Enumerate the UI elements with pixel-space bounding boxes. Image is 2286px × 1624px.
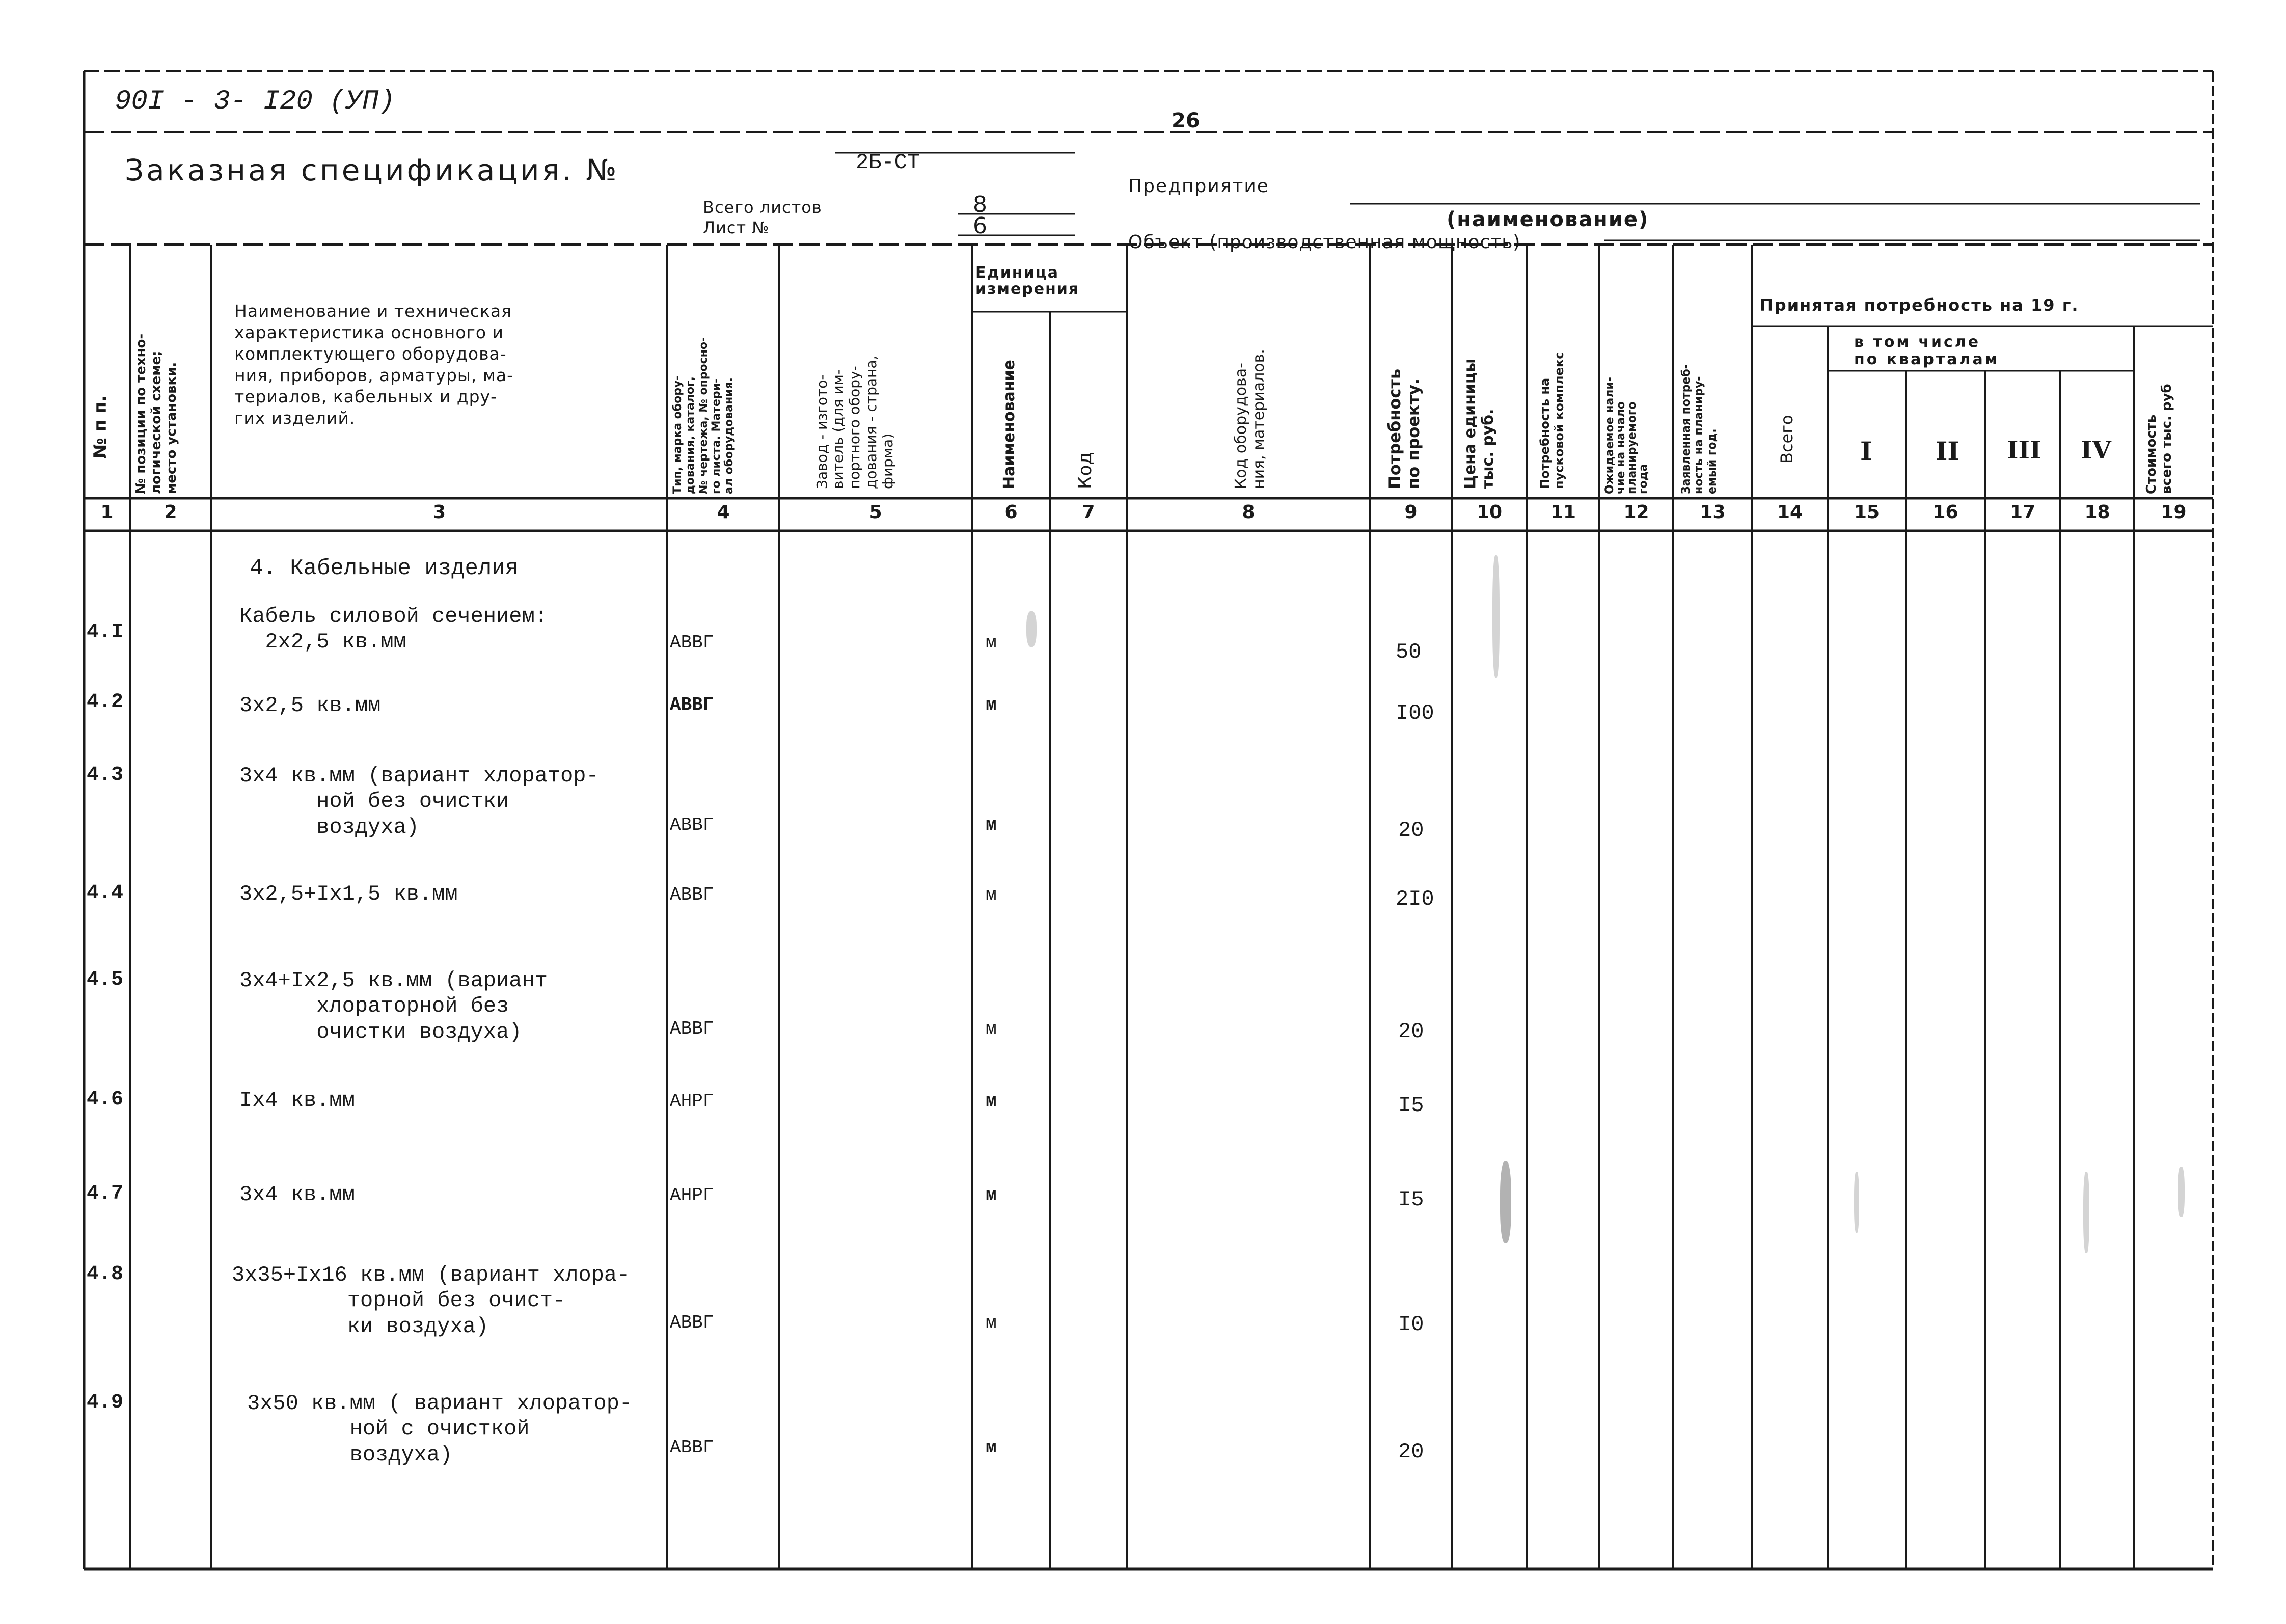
header-unit-line: Единица (975, 264, 1059, 282)
scan-smudge (1492, 555, 1500, 678)
row-unit: м (986, 1437, 997, 1458)
row-number: 4.7 (87, 1182, 124, 1205)
column-number: 17 (2009, 502, 2036, 523)
row-type: АВВГ (670, 1437, 714, 1458)
row-quantity: 20 (1398, 1440, 1424, 1464)
row-quantity: I5 (1398, 1187, 1424, 1212)
header-col14-label: Всего (1777, 415, 1797, 464)
row-type: АНРГ (670, 1185, 714, 1206)
enterprise-label: Предприятие (1128, 176, 1269, 197)
row-name: 3х4 кв.мм (вариант хлоратор- ной без очистки воздуха) (239, 764, 599, 840)
sheet-value: 6 (973, 213, 987, 239)
header-col12-line: года (1637, 464, 1650, 494)
header-col3-line: ния, приборов, арматуры, ма- (234, 365, 513, 385)
header-col10-line: Цена единицы (1461, 358, 1479, 489)
spec-title: Заказная спецификация. № (125, 153, 619, 187)
header-col12-line: планируемого (1626, 401, 1639, 494)
spec-number: 2Б-СТ (856, 150, 920, 175)
row-quantity: 2I0 (1396, 887, 1434, 911)
column-number: 13 (1700, 502, 1726, 523)
header-col4-line: Тип, марка обору- (671, 375, 684, 494)
row-unit: м (986, 1018, 997, 1039)
header-col3-line: характеристика основного и (234, 322, 504, 342)
column-number: 5 (869, 502, 882, 523)
document-code: 90I - 3- I20 (УП) (115, 86, 395, 117)
column-number: 14 (1777, 502, 1803, 523)
header-col12-line: чие на начало (1615, 401, 1627, 494)
row-type: АВВГ (670, 694, 714, 715)
column-number: 15 (1854, 502, 1880, 523)
header-col4-line: го листа. Матери- (710, 378, 723, 494)
header-col5-line: витель (для им- (830, 369, 847, 489)
row-unit: м (986, 815, 997, 835)
row-quantity: I0 (1398, 1312, 1424, 1337)
header-col6 (1001, 360, 1019, 489)
header-col11-line: Потребность на (1538, 377, 1552, 489)
header-col5 (814, 356, 896, 489)
header-col3-line: териалов, кабельных и дру- (234, 387, 497, 407)
header-col5-line: Завод - изгото- (813, 374, 830, 489)
column-number: 10 (1476, 502, 1503, 523)
row-name: Кабель силовой сечением: 2х2,5 кв.мм (239, 604, 548, 655)
header-col3 (234, 301, 513, 429)
row-number: 4.3 (87, 764, 124, 787)
row-number: 4.8 (87, 1263, 124, 1286)
header-col8 (1233, 349, 1268, 489)
column-number: 11 (1550, 502, 1576, 523)
column-number: 9 (1404, 502, 1418, 523)
scan-smudge (1854, 1172, 1859, 1233)
header-col13-line: Заявленная потреб- (1680, 364, 1693, 494)
row-type: АНРГ (670, 1091, 714, 1112)
row-name: 3х4 кв.мм (239, 1182, 355, 1207)
row-number: 4.9 (87, 1391, 124, 1414)
header-col3-line: гих изделий. (234, 408, 356, 428)
row-quantity: 20 (1398, 1019, 1424, 1044)
row-type: АВВГ (670, 1312, 714, 1333)
header-col13-line: ность на планиру- (1693, 376, 1706, 494)
row-number: 4.5 (87, 968, 124, 991)
header-quarters-line: в том числе (1854, 333, 1981, 351)
header-col2 (134, 334, 180, 494)
row-unit: м (986, 632, 997, 653)
row-number: 4.6 (87, 1088, 124, 1111)
header-accepted-group: Принятая потребность на 19 г. (1760, 295, 2079, 315)
row-type: АВВГ (670, 1018, 714, 1039)
header-col5-line: дования - страна, (862, 355, 880, 489)
column-number: 19 (2161, 502, 2187, 523)
header-col4 (671, 337, 736, 494)
header-col10-line: тыс. руб. (1479, 409, 1497, 489)
header-col13-line: емый год. (1705, 428, 1719, 494)
row-name: 3х2,5+Iх1,5 кв.мм (239, 882, 458, 906)
column-number: 6 (1004, 502, 1018, 523)
column-number: 16 (1933, 502, 1958, 523)
header-col8-line: Код оборудова- (1232, 363, 1250, 489)
header-unit-line: измерения (975, 280, 1080, 298)
header-col1 (91, 395, 111, 458)
scan-smudge (1500, 1161, 1511, 1243)
row-name: 3х35+Iх16 кв.мм (вариант хлора- торной без очист- ки воздуха) (232, 1263, 630, 1339)
row-quantity: I5 (1398, 1093, 1424, 1118)
row-type: АВВГ (670, 632, 714, 653)
row-unit: м (986, 1185, 997, 1206)
header-col11-line: пусковой комплекс (1552, 351, 1566, 489)
header-col19 (2144, 384, 2175, 494)
row-quantity: I00 (1396, 701, 1434, 725)
column-number: 12 (1623, 502, 1649, 523)
header-col3-line: комплектующего оборудова- (234, 344, 507, 364)
header-col2-line: логической схеме; (148, 350, 164, 494)
row-name: 3х50 кв.мм ( вариант хлоратор- ной с очисткой воздуха) (247, 1391, 633, 1467)
row-quantity: 50 (1396, 640, 1422, 664)
header-col12-line: Ожидаемое нали- (1603, 377, 1616, 494)
column-number: 3 (432, 502, 446, 523)
total-sheets-value: 8 (973, 192, 987, 218)
row-quantity: 20 (1398, 818, 1424, 843)
header-col5-line: портного обору- (846, 366, 863, 489)
row-number: 4.2 (87, 691, 124, 714)
header-col7-label: Код (1075, 452, 1096, 489)
header-col11 (1538, 352, 1566, 489)
header-col17: III (2007, 436, 2042, 465)
header-col8-line: ния, материалов. (1249, 349, 1268, 489)
header-unit-group (975, 265, 1079, 297)
header-col2-line: место установки. (164, 362, 179, 494)
header-col2-line: № позиции по техно- (133, 333, 149, 494)
header-col5-line: фирма) (879, 433, 896, 489)
header-col4-line: ал оборудования. (723, 377, 736, 494)
header-col13 (1680, 364, 1719, 494)
row-unit: м (986, 1091, 997, 1112)
row-unit: м (986, 694, 997, 715)
header-col4-line: № чертежа, № опросно- (697, 337, 710, 494)
scan-smudge (1026, 611, 1037, 647)
name-caption: (наименование) (1447, 208, 1649, 231)
header-col7 (1075, 452, 1096, 489)
header-col18: IV (2081, 436, 2111, 465)
column-number: 18 (2084, 502, 2110, 523)
scan-smudge (2083, 1172, 2089, 1253)
section-title: 4. Кабельные изделия (250, 556, 519, 581)
column-number: 2 (164, 502, 177, 523)
header-quarters-line: по кварталам (1854, 350, 2000, 368)
sheet-label: Лист № (703, 218, 770, 237)
column-number: 4 (717, 502, 730, 523)
row-type: АВВГ (670, 815, 714, 835)
object-label: Объект (производственная мощность) (1128, 232, 1521, 253)
row-number: 4.I (87, 621, 124, 644)
page-number: 26 (1172, 109, 1200, 132)
row-unit: м (986, 1312, 997, 1333)
header-col14 (1778, 415, 1797, 464)
header-col19-line: Стоимость (2144, 414, 2159, 494)
row-unit: м (986, 884, 997, 905)
row-type: АВВГ (670, 884, 714, 905)
header-col6-label: Наименование (1000, 360, 1018, 489)
header-quarters-group (1854, 334, 1999, 368)
header-col15: I (1860, 436, 1872, 466)
header-col4-line: дования, каталог, (684, 376, 697, 494)
total-sheets-label: Всего листов (703, 198, 822, 217)
header-col9 (1385, 369, 1423, 489)
scan-smudge (2178, 1167, 2185, 1217)
column-number: 1 (100, 502, 114, 523)
row-name: 3х4+Iх2,5 кв.мм (вариант хлораторной без очистки воздуха) (239, 968, 548, 1044)
row-number: 4.4 (87, 882, 124, 905)
header-col16: II (1936, 436, 1960, 466)
row-name: Iх4 кв.мм (239, 1088, 355, 1113)
column-number: 7 (1082, 502, 1095, 523)
header-col3-line: Наименование и техническая (234, 301, 512, 321)
column-number: 8 (1242, 502, 1255, 523)
header-col12 (1604, 377, 1649, 494)
header-col9-line: по проекту. (1403, 378, 1423, 489)
header-col10 (1462, 359, 1497, 489)
header-col9-line: Потребность (1385, 368, 1404, 489)
row-name: 3х2,5 кв.мм (239, 693, 381, 718)
header-col19-line: всего тыс. руб (2159, 384, 2174, 494)
header-col1-label: № п п. (90, 395, 111, 458)
